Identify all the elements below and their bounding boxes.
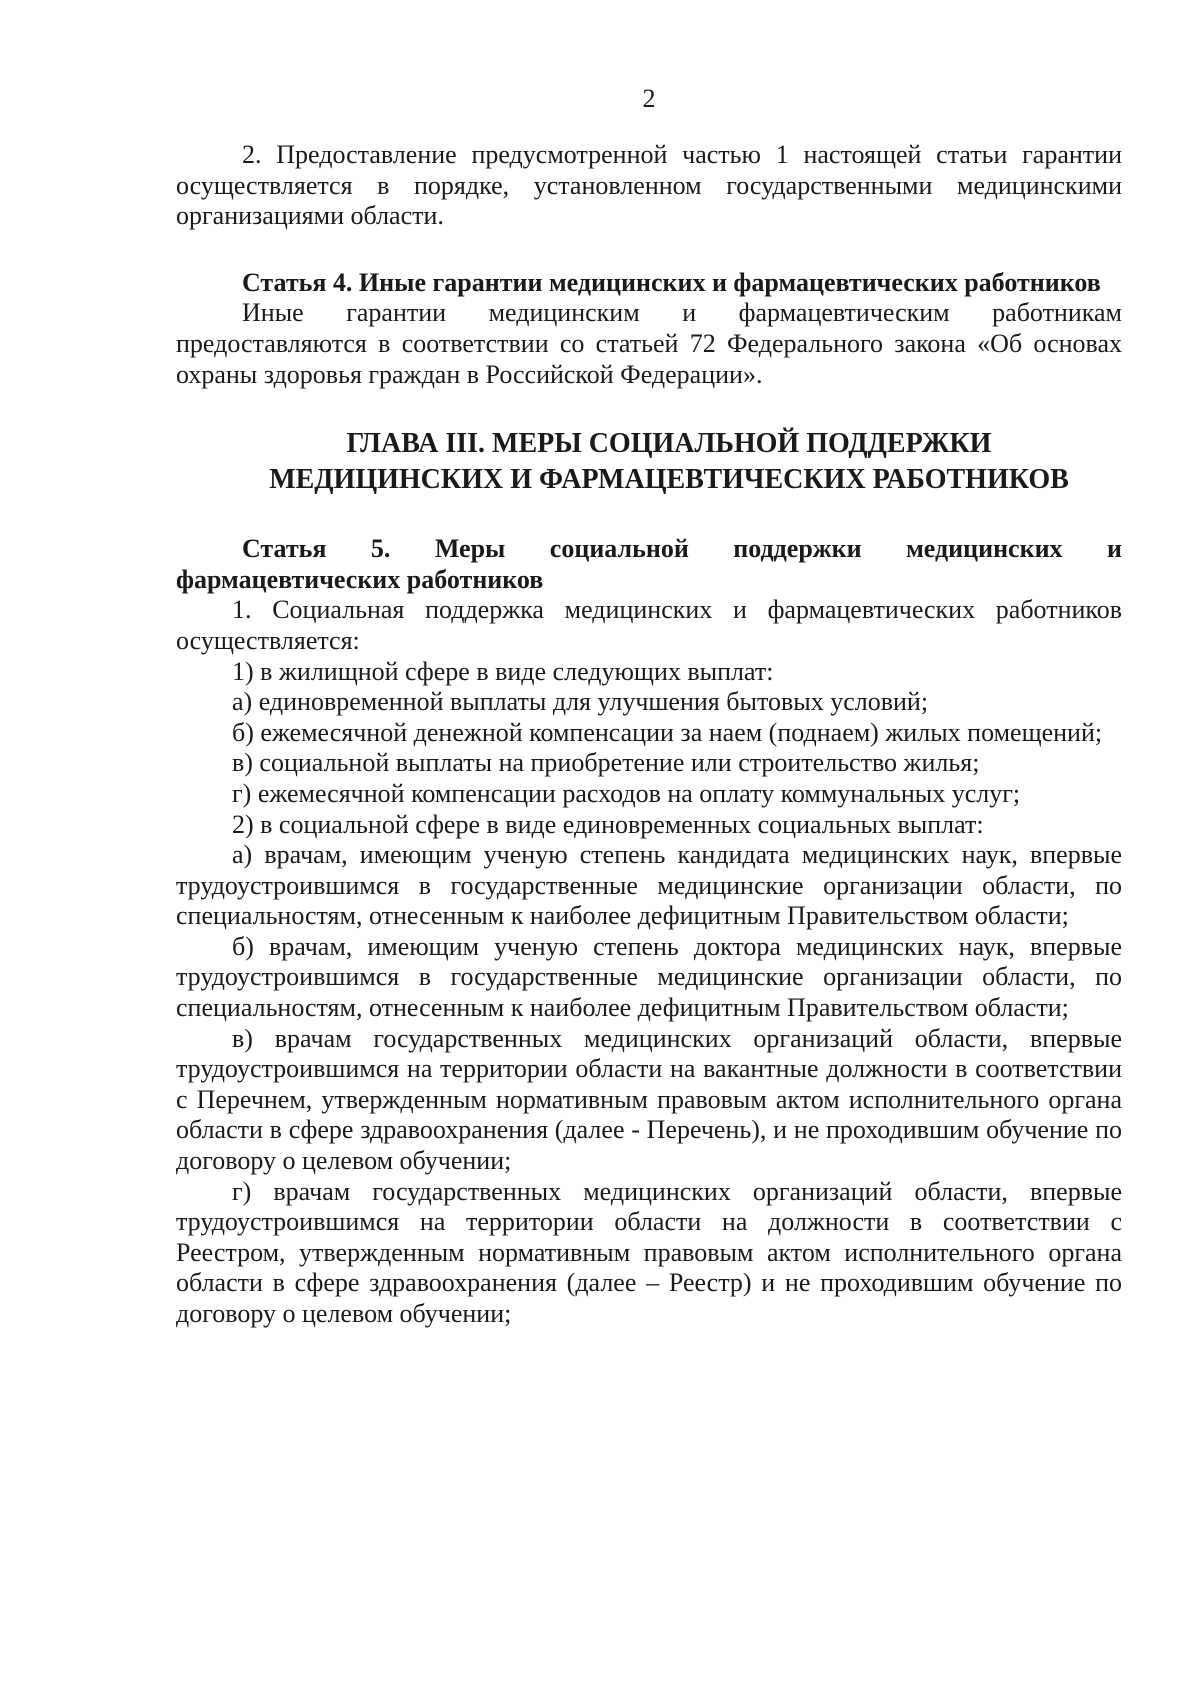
list-item: а) врачам, имеющим ученую степень кандидата медицинских наук, впервые трудоустроившимся в государственные медицинские организации области, по специальностям, отнесенным к наиболее дефицитным Правительством области; [176,840,1122,931]
article-4-text: Иные гарантии медицинским и фармацевтическим работникам предоставляются в соответствии со статьей 72 Федерального закона «Об основах охраны здоровья граждан в Российской Федерации». [176,298,1122,389]
list-item: 1. Социальная поддержка медицинских и фармацевтических работников осуществляется: [176,595,1122,655]
list-item: г) ежемесячной компенсации расходов на оплату коммунальных услуг; [232,778,1021,808]
paragraph-article-3-part-2: 2. Предоставление предусмотренной частью 1 настоящей статьи гарантии осуществляется в порядке, установленном государственными медицинскими организациями области. [176,140,1122,231]
chapter-3-heading-line-2: МЕДИЦИНСКИХ И ФАРМАЦЕВТИЧЕСКИХ РАБОТНИКОВ [269,464,1069,496]
list-item: б) ежемесячной денежной компенсации за наем (поднаем) жилых помещений; [232,717,1103,747]
page-number: 2 [642,84,656,113]
list-item: 2) в социальной сфере в виде единовременных социальных выплат: [232,809,984,839]
article-5-heading: Статья 5. Меры социальной поддержки медицинских и фармацевтических работников [176,534,1122,594]
list-item: в) социальной выплаты на приобретение или строительство жилья; [232,748,980,778]
list-item: б) врачам, имеющим ученую степень доктора медицинских наук, впервые трудоустроившимся в государственные медицинские организации области, по специальностям, отнесенным к наиболее дефицитным Правительством области; [176,931,1122,1023]
list-item: г) врачам государственных медицинских организаций области, впервые трудоустроившимся на территории области на должности в соответствии с Реестром, утвержденным нормативным правовым актом исполнительного органа области в сфере здравоохранения (далее – Реестр) и не проходившим обучение по договору о целевом обучении; [176,1176,1122,1328]
article-5-body [176,595,1122,1329]
list-item: а) единовременной выплаты для улучшения бытовых условий; [232,687,929,717]
article-4-heading: Статья 4. Иные гарантии медицинских и фармацевтических работников [242,267,1101,297]
chapter-3-heading-line-1: ГЛАВА III. МЕРЫ СОЦИАЛЬНОЙ ПОДДЕРЖКИ [346,428,992,460]
chapter-3-heading [176,426,1122,498]
list-item: 1) в жилищной сфере в виде следующих выплат: [232,656,774,686]
list-item: в) врачам государственных медицинских организаций области, впервые трудоустроившимся на территории области на вакантные должности в соответствии с Перечнем, утвержденным нормативным правовым актом исполнительного органа области в сфере здравоохранения (далее - Перечень), и не проходившим обучение по договору о целевом обучении; [176,1023,1122,1176]
page-content [176,84,1122,1330]
